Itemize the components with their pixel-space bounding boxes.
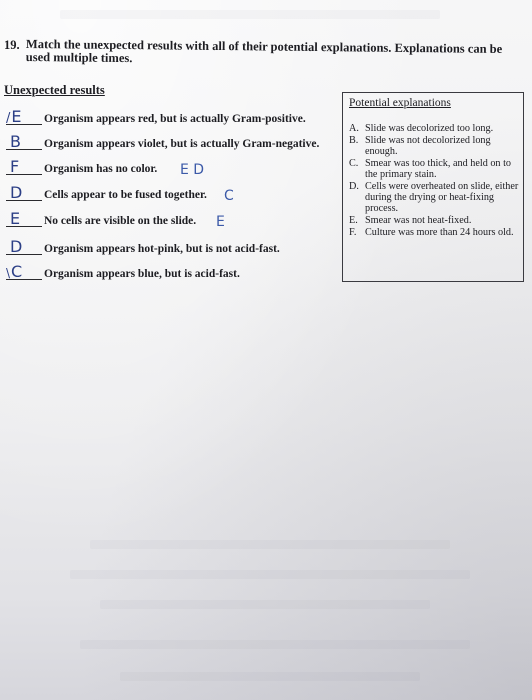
explanation-letter: D. [349, 181, 359, 192]
result-row [4, 158, 334, 178]
result-row [4, 108, 334, 128]
explanation-letter: B. [349, 135, 359, 146]
explanation-text: Culture was more than 24 hours old. [365, 227, 514, 238]
result-text: Organism has no color. [44, 163, 158, 175]
answer-handwritten: B [10, 132, 22, 151]
explanation-text: Slide was decolorized too long. [365, 123, 494, 134]
explanation-letter: F. [349, 227, 357, 238]
explanation-item [349, 181, 521, 214]
answer-handwritten: D [10, 183, 24, 202]
result-row [4, 133, 334, 153]
result-text: No cells are visible on the slide. [44, 215, 197, 227]
result-row [4, 238, 334, 258]
answer-handwritten: \C [6, 262, 24, 281]
potential-explanations-box [342, 92, 524, 282]
bleed-through-line [120, 672, 420, 681]
answer-handwritten: E [10, 209, 22, 228]
result-text: Organism appears red, but is actually Gram-positive. [44, 113, 306, 125]
bleed-through-line [90, 540, 450, 549]
explanation-item [349, 158, 521, 180]
result-text: Cells appear to be fused together. [44, 189, 207, 201]
margin-note: C [224, 188, 234, 204]
bleed-through-line [80, 640, 470, 649]
result-text: Organism appears blue, but is acid-fast. [44, 268, 240, 280]
margin-note: E [216, 214, 225, 230]
explanation-letter: A. [349, 123, 359, 134]
explanation-text: Cells were overheated on slide, either during the drying or heat-fixing process. [365, 181, 519, 214]
explanations-heading: Potential explanations [349, 97, 451, 109]
explanation-text: Smear was not heat-fixed. [365, 215, 472, 226]
explanation-letter: E. [349, 215, 358, 226]
answer-handwritten: F [10, 157, 21, 176]
result-row [4, 263, 334, 283]
answer-handwritten: /E [6, 107, 23, 126]
explanation-letter: C. [349, 158, 359, 169]
question-prompt: Match the unexpected results with all of their potential explanations. Explanations can be used multiple times. [25, 37, 503, 66]
bleed-through-line [70, 570, 470, 579]
explanation-item [349, 135, 521, 157]
question-number: 19. [4, 38, 20, 52]
bleed-through-line [100, 600, 430, 609]
explanation-item [349, 123, 521, 134]
result-row [4, 184, 334, 204]
bleed-through-line [60, 10, 440, 19]
results-heading: Unexpected results [4, 83, 105, 97]
explanation-text: Smear was too thick, and held on to the primary stain. [365, 158, 511, 180]
explanation-text: Slide was not decolorized long enough. [365, 135, 491, 157]
explanation-item [349, 227, 521, 238]
answer-handwritten: D [10, 237, 24, 256]
explanation-item [349, 215, 521, 226]
result-text: Organism appears violet, but is actually Gram-negative. [44, 138, 320, 150]
result-text: Organism appears hot-pink, but is not acid-fast. [44, 243, 280, 255]
explanations-list [349, 123, 521, 239]
margin-note: E D [180, 162, 205, 178]
result-row [4, 210, 334, 230]
